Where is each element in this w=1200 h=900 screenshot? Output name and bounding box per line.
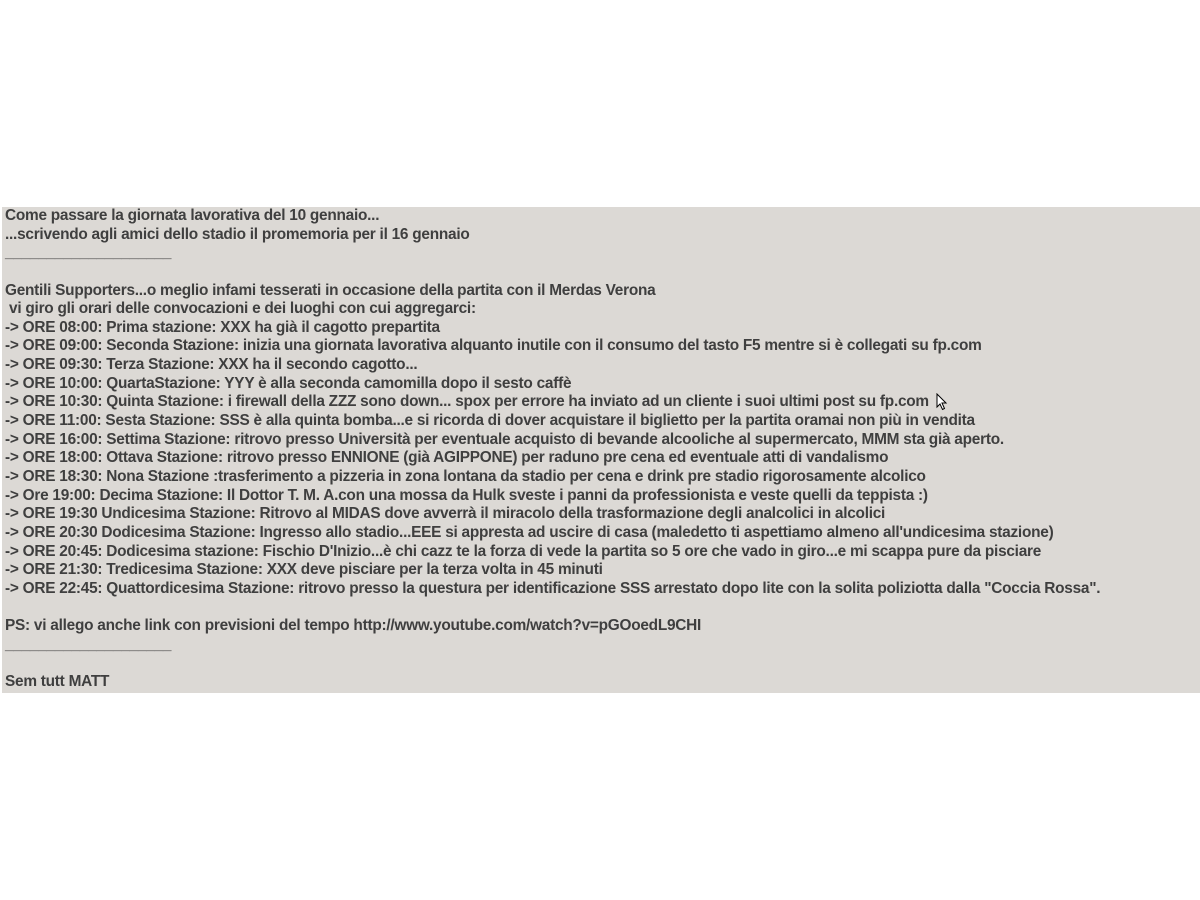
message-signature: Sem tutt MATT [5,673,110,691]
separator-line: ____________________ [5,635,172,653]
message-line-intro: vi giro gli orari delle convocazioni e dei luoghi con cui aggregarci: [5,300,476,318]
schedule-item: -> ORE 11:00: Sesta Stazione: SSS è alla quinta bomba...e si ricorda di dover acquistare il biglietto per la partita oramai non più in vendita [5,412,975,430]
schedule-item: -> ORE 21:30: Tredicesima Stazione: XXX deve pisciare per la terza volta in 45 minuti [5,561,603,579]
schedule-item: -> ORE 10:30: Quinta Stazione: i firewall della ZZZ sono down... spox per errore ha inviato ad un cliente i suoi ultimi post su fp.com [5,393,929,411]
schedule-item: -> ORE 08:00: Prima stazione: XXX ha già il cagotto prepartita [5,318,440,336]
mouse-pointer-icon [936,393,948,411]
schedule-item: -> ORE 18:30: Nona Stazione :trasferimento a pizzeria in zona lontana da stadio per cena e drink pre stadio rigorosamente alcolico [5,467,926,485]
schedule-item: -> Ore 19:00: Decima Stazione: Il Dottor T. M. A.con una mossa da Hulk sveste i panni da professionista e veste quelli da teppista :) [5,486,928,504]
schedule-item: -> ORE 09:00: Seconda Stazione: inizia una giornata lavorativa alquanto inutile con il consumo del tasto F5 mentre si è collegati su fp.com [5,337,982,355]
message-line-2: ...scrivendo agli amici dello stadio il promemoria per il 16 gennaio [5,225,470,243]
schedule-item: -> ORE 18:00: Ottava Stazione: ritrovo presso ENNIONE (già AGIPPONE) per raduno pre cena ed eventuale atti di vandalismo [5,449,889,467]
schedule-item: -> ORE 19:30 Undicesima Stazione: Ritrovo al MIDAS dove avverrà il miracolo della trasformazione degli analcolici in alcolici [5,505,886,523]
message-line-ps: PS: vi allego anche link con previsioni del tempo http://www.youtube.com/watch?v=pGOoedL9CHI [5,617,702,635]
schedule-item: -> ORE 16:00: Settima Stazione: ritrovo presso Università per eventuale acquisto di bevande alcooliche al supermercato, MMM sta già aperto. [5,430,1004,448]
schedule-item: -> ORE 22:45: Quattordicesima Stazione: ritrovo presso la questura per identificazione SSS arrestato dopo lite con la solita poliziotta dalla "Coccia Rossa". [5,579,1101,597]
schedule-item: -> ORE 20:30 Dodicesima Stazione: Ingresso allo stadio...EEE si appresta ad uscire di casa (maledetto ti aspettiamo almeno all'undicesima stazione) [5,523,1054,541]
blank-line [5,263,1200,282]
message-line-1: Come passare la giornata lavorativa del 10 gennaio... [5,207,380,224]
message-line-greeting: Gentili Supporters...o meglio infami tesserati in occasione della partita con il Merdas Verona [5,281,656,299]
schedule-item: -> ORE 09:30: Terza Stazione: XXX ha il secondo cagotto... [5,356,418,374]
blank-line [5,598,1200,617]
message-panel [2,207,1200,693]
separator-line: ____________________ [5,244,172,262]
blank-line [5,654,1200,673]
schedule-item: -> ORE 20:45: Dodicesima stazione: Fischio D'Inizio...è chi cazz te la forza di vede la partita so 5 ore che vado in giro...e mi scappa pure da pisciare [5,542,1042,560]
schedule-item: -> ORE 10:00: QuartaStazione: YYY è alla seconda camomilla dopo il sesto caffè [5,374,572,392]
